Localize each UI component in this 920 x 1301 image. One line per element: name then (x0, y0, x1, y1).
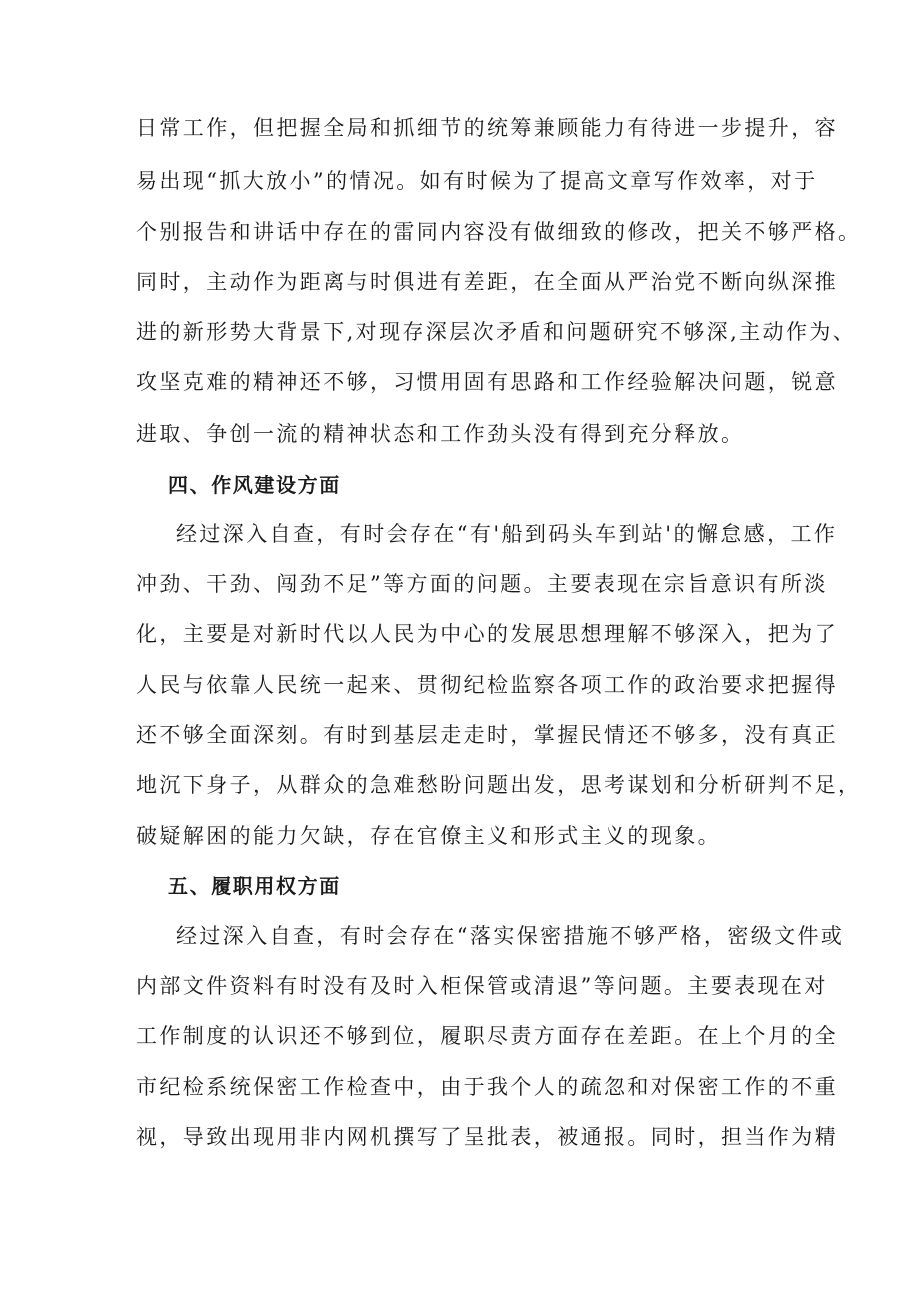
paragraph-line: 攻坚克难的精神还不够，习惯用固有思路和工作经验解决问题，锐意 (136, 370, 838, 394)
paragraph-line: 人民与依靠人民统一起来、贯彻纪检监察各项工作的政治要求把握得 (136, 673, 838, 697)
paragraph-line: 进的新形势大背景下,对现存深层次矛盾和问题研究不够深,主动作为、 (136, 320, 857, 344)
paragraph-line: 化，主要是对新时代以人民为中心的发展思想理解不够深入，把为了 (136, 622, 838, 646)
paragraph-line: 市纪检系统保密工作检查中，由于我个人的疏忽和对保密工作的不重 (136, 1075, 838, 1099)
paragraph-line: 进取、争创一流的精神状态和工作劲头没有得到充分释放。 (136, 422, 745, 446)
paragraph-line: 内部文件资料有时没有及时入柜保管或清退”等问题。主要表现在对 (136, 974, 828, 998)
paragraph-line: 日常工作，但把握全局和抓细节的统筹兼顾能力有待进一步提升，容 (136, 116, 838, 140)
paragraph-line: 还不够全面深刻。有时到基层走走时，掌握民情还不够多，没有真正 (136, 723, 838, 747)
paragraph-line: 经过深入自查，有时会存在“有'船到码头车到站'的懈怠感，工作 (176, 522, 838, 546)
paragraph-line: 个别报告和讲话中存在的雷同内容没有做细致的修改，把关不够严格。 (136, 220, 862, 244)
paragraph-line: 破疑解困的能力欠缺，存在官僚主义和形式主义的现象。 (136, 824, 721, 848)
section-heading: 五、履职用权方面 (168, 874, 341, 898)
paragraph-line: 易出现“抓大放小”的情况。如有时候为了提高文章写作效率，对于 (136, 169, 818, 193)
paragraph-line: 工作制度的认识还不够到位，履职尽责方面存在差距。在上个月的全 (136, 1024, 838, 1048)
paragraph-line: 地沉下身子，从群众的急难愁盼问题出发，思考谋划和分析研判不足， (136, 773, 862, 797)
paragraph-line: 经过深入自查，有时会存在“落实保密措施不够严格，密级文件或 (176, 924, 845, 948)
paragraph-line: 视，导致出现用非内网机撰写了呈批表，被通报。同时，担当作为精 (136, 1125, 838, 1149)
section-heading: 四、作风建设方面 (168, 473, 341, 497)
paragraph-line: 同时，主动作为距离与时俱进有差距，在全面从严治党不断向纵深推 (136, 270, 838, 294)
paragraph-line: 冲劲、干劲、闯劲不足”等方面的问题。主要表现在宗旨意识有所淡 (136, 572, 828, 596)
